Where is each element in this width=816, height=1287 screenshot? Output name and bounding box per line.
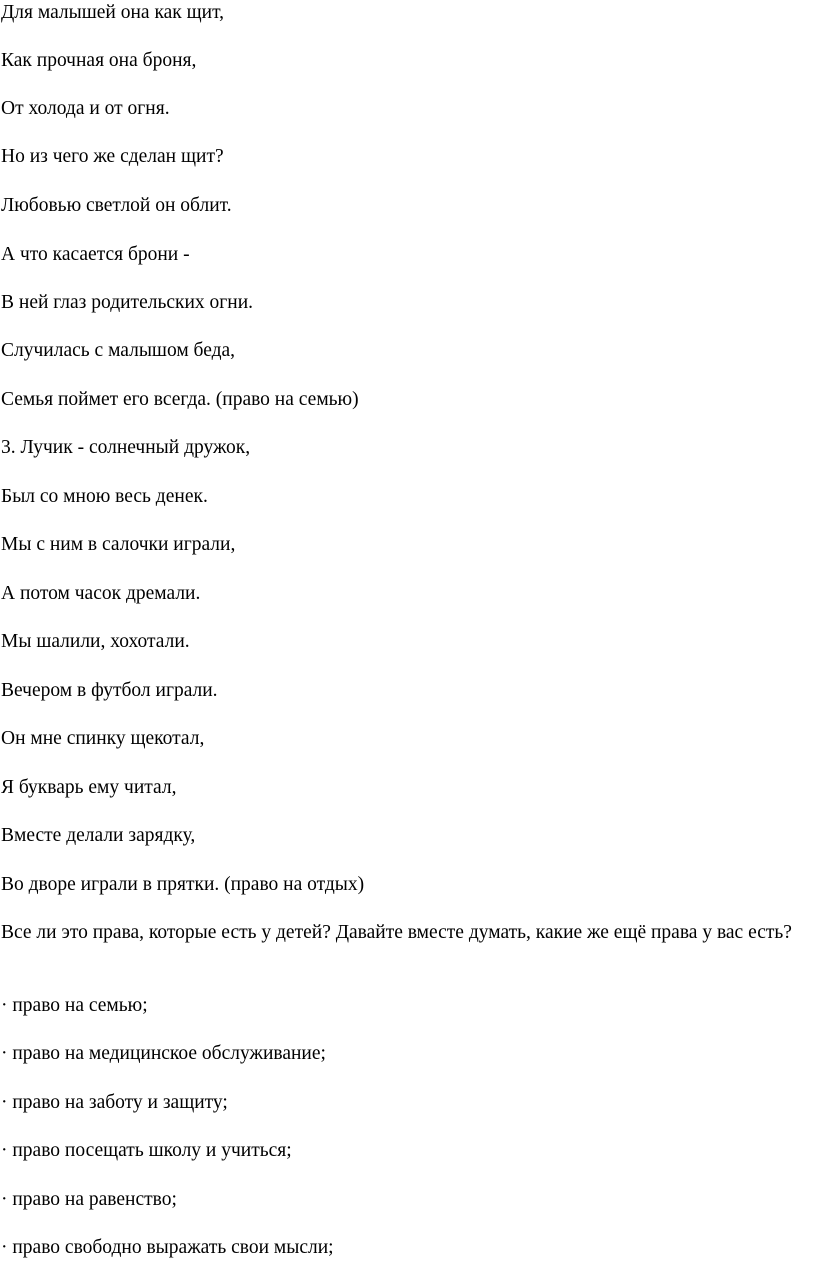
poem-line: Мы шалили, хохотали. — [1, 631, 190, 652]
poem-line: А потом часок дремали. — [1, 583, 201, 604]
rights-list-item: · право на медицинское обслуживание; — [1, 1043, 326, 1064]
poem-line: Случилась с малышом беда, — [1, 340, 236, 361]
poem-line: Семья поймет его всегда. (право на семью) — [1, 389, 359, 410]
poem-line: Был со мною весь денек. — [1, 486, 208, 507]
rights-list-item: · право посещать школу и учиться; — [1, 1140, 292, 1161]
question-paragraph: Все ли это права, которые есть у детей? Давайте вместе думать, какие же ещё права у вас есть? — [1, 922, 792, 943]
poem-line: А что касается брони - — [1, 244, 190, 265]
rights-list-item: · право на равенство; — [1, 1189, 177, 1210]
poem-line: Во дворе играли в прятки. (право на отдых) — [1, 874, 365, 895]
rights-list-item: · право на семью; — [1, 995, 148, 1016]
rights-list-item: · право на заботу и защиту; — [1, 1092, 228, 1113]
poem-line: Он мне спинку щекотал, — [1, 728, 205, 749]
poem-line: Как прочная она броня, — [1, 50, 197, 71]
poem-line: Но из чего же сделан щит? — [1, 146, 224, 167]
poem-line: Для малышей она как щит, — [1, 2, 225, 23]
poem-line: Любовью светлой он облит. — [1, 195, 232, 216]
poem-line: Вечером в футбол играли. — [1, 680, 218, 701]
rights-list-item: · право свободно выражать свои мысли; — [1, 1237, 334, 1258]
poem-line: 3. Лучик - солнечный дружок, — [1, 437, 251, 458]
poem-line: В ней глаз родительских огни. — [1, 292, 254, 313]
poem-line: Вместе делали зарядку, — [1, 825, 196, 846]
poem-line: Мы с ним в салочки играли, — [1, 534, 236, 555]
poem-line: От холода и от огня. — [1, 98, 170, 119]
poem-line: Я букварь ему читал, — [1, 777, 177, 798]
